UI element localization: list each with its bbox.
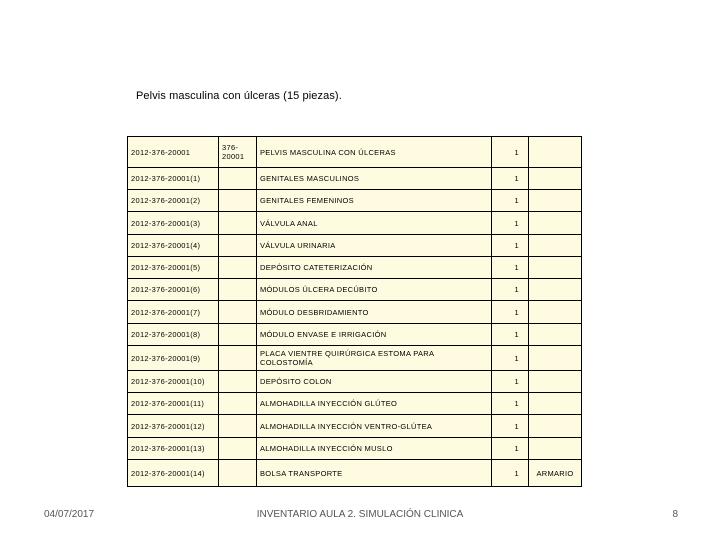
item-description: PELVIS MASCULINA CON ÚLCERAS [257, 137, 492, 168]
item-description: DEPÓSITO CATETERIZACIÓN [257, 257, 492, 279]
item-code: 2012-376-20001(13) [128, 438, 219, 460]
item-location [529, 371, 582, 393]
item-quantity: 1 [492, 301, 529, 324]
item-description: PLACA VIENTRE QUIRÚRGICA ESTOMA PARA COLOSTOMÍA [257, 346, 492, 371]
item-description: VÁLVULA URINARIA [257, 235, 492, 257]
item-ref: 376-20001 [219, 137, 257, 168]
item-quantity: 1 [492, 346, 529, 371]
item-code: 2012-376-20001(7) [128, 301, 219, 324]
item-description: ALMOHADILLA INYECCIÓN MUSLO [257, 438, 492, 460]
item-ref [219, 324, 257, 346]
item-location [529, 301, 582, 324]
table-row [128, 438, 582, 460]
item-description: DEPÓSITO COLON [257, 371, 492, 393]
inventory-table [127, 136, 582, 487]
item-location [529, 212, 582, 235]
table-row [128, 301, 582, 324]
item-code: 2012-376-20001(5) [128, 257, 219, 279]
item-description: MÓDULOS ÚLCERA DECÚBITO [257, 279, 492, 301]
item-code: 2012-376-20001(3) [128, 212, 219, 235]
item-quantity: 1 [492, 235, 529, 257]
item-ref [219, 301, 257, 324]
item-location [529, 324, 582, 346]
item-ref [219, 168, 257, 190]
table-row [128, 460, 582, 487]
item-quantity: 1 [492, 137, 529, 168]
item-location [529, 168, 582, 190]
item-location [529, 393, 582, 415]
table-row [128, 137, 582, 168]
item-description: BOLSA TRANSPORTE [257, 460, 492, 487]
footer-date: 04/07/2017 [44, 509, 95, 520]
item-ref [219, 371, 257, 393]
item-quantity: 1 [492, 393, 529, 415]
item-location [529, 415, 582, 438]
item-description: ALMOHADILLA INYECCIÓN GLÚTEO [257, 393, 492, 415]
table-row [128, 212, 582, 235]
item-description: MÓDULO ENVASE E IRRIGACIÓN [257, 324, 492, 346]
item-location [529, 346, 582, 371]
item-code: 2012-376-20001(2) [128, 190, 219, 212]
item-location: ARMARIO [529, 460, 582, 487]
table-row [128, 393, 582, 415]
item-code: 2012-376-20001(8) [128, 324, 219, 346]
item-location [529, 438, 582, 460]
item-code: 2012-376-20001(10) [128, 371, 219, 393]
footer-title: INVENTARIO AULA 2. SIMULACIÓN CLINICA [256, 509, 464, 520]
item-quantity: 1 [492, 212, 529, 235]
item-quantity: 1 [492, 190, 529, 212]
item-code: 2012-376-20001(6) [128, 279, 219, 301]
table-row [128, 279, 582, 301]
table-row [128, 371, 582, 393]
item-ref [219, 279, 257, 301]
table-row [128, 346, 582, 371]
item-ref [219, 346, 257, 371]
table-row [128, 168, 582, 190]
footer-page-number: 8 [672, 509, 678, 520]
table-row [128, 235, 582, 257]
item-code: 2012-376-20001(4) [128, 235, 219, 257]
item-quantity: 1 [492, 168, 529, 190]
item-code: 2012-376-20001(11) [128, 393, 219, 415]
table-row [128, 257, 582, 279]
item-quantity: 1 [492, 279, 529, 301]
table-row [128, 415, 582, 438]
item-description: MÓDULO DESBRIDAMIENTO [257, 301, 492, 324]
item-quantity: 1 [492, 415, 529, 438]
table-row [128, 324, 582, 346]
item-code: 2012-376-20001(12) [128, 415, 219, 438]
item-quantity: 1 [492, 371, 529, 393]
item-location [529, 190, 582, 212]
item-ref [219, 460, 257, 487]
item-description: GENITALES FEMENINOS [257, 190, 492, 212]
item-code: 2012-376-20001(9) [128, 346, 219, 371]
item-ref [219, 212, 257, 235]
item-ref [219, 235, 257, 257]
inventory-table-body [128, 137, 582, 487]
item-quantity: 1 [492, 324, 529, 346]
item-description: ALMOHADILLA INYECCIÓN VENTRO-GLÚTEA [257, 415, 492, 438]
item-quantity: 1 [492, 257, 529, 279]
item-location [529, 257, 582, 279]
item-location [529, 137, 582, 168]
item-description: GENITALES MASCULINOS [257, 168, 492, 190]
item-description: VÁLVULA ANAL [257, 212, 492, 235]
item-quantity: 1 [492, 438, 529, 460]
item-ref [219, 415, 257, 438]
item-location [529, 235, 582, 257]
table-row [128, 190, 582, 212]
item-location [529, 279, 582, 301]
item-ref [219, 438, 257, 460]
item-ref [219, 257, 257, 279]
item-code: 2012-376-20001(14) [128, 460, 219, 487]
item-quantity: 1 [492, 460, 529, 487]
item-ref [219, 393, 257, 415]
page-title: Pelvis masculina con úlceras (15 piezas). [136, 90, 342, 102]
item-ref [219, 190, 257, 212]
item-code: 2012-376-20001 [128, 137, 219, 168]
item-code: 2012-376-20001(1) [128, 168, 219, 190]
